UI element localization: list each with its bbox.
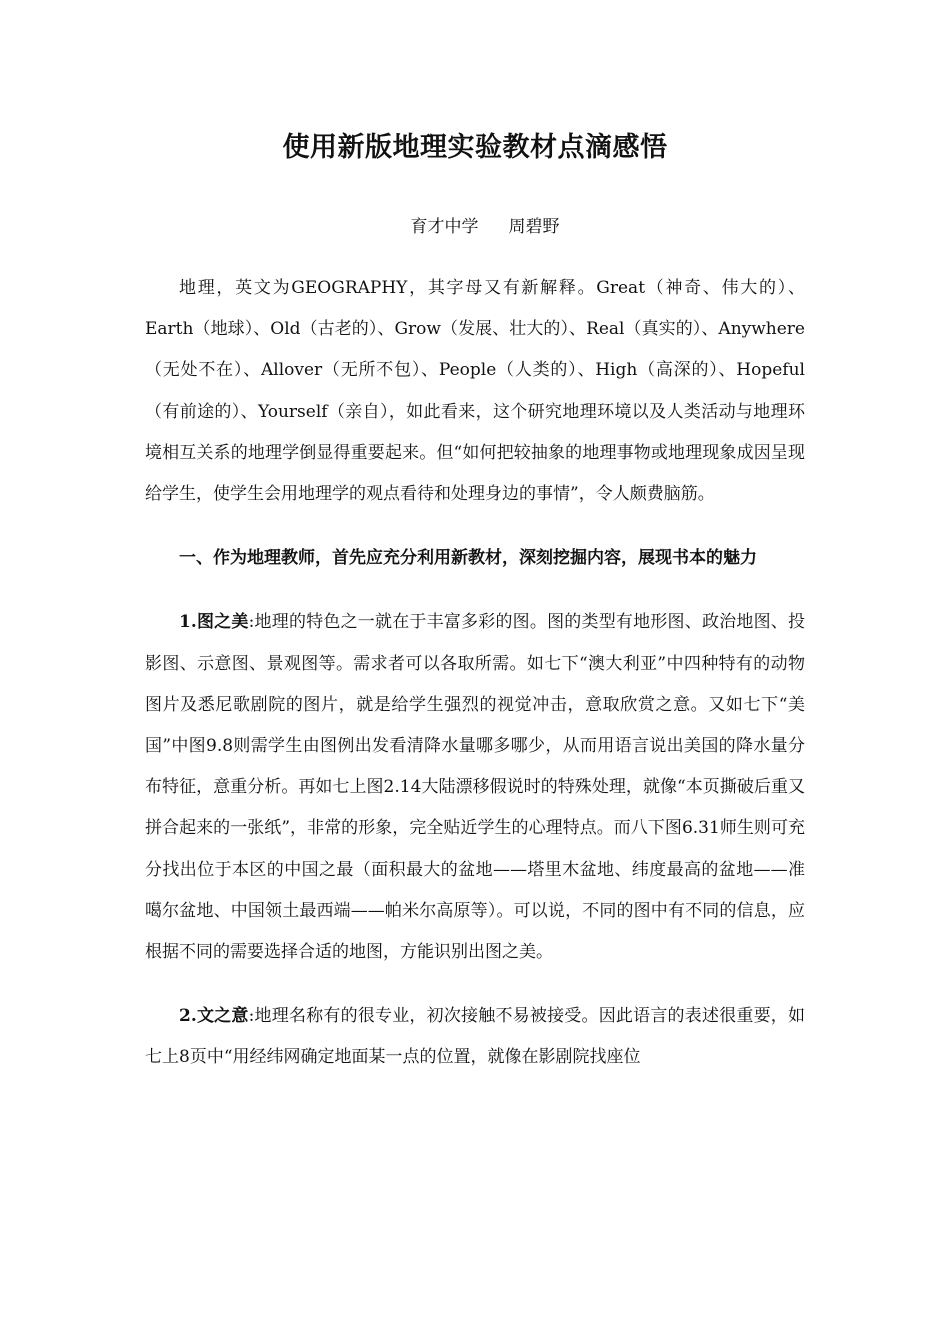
paragraph-text-2: :地理名称有的很专业，初次接触不易被接受。因此语言的表述很重要，如七上8页中“用经纬网确定地面某一点的位置，就像在影剧院找座位 xyxy=(145,1006,806,1068)
byline xyxy=(0,213,950,241)
paragraph-lead-2: 2.文之意 xyxy=(179,1006,249,1027)
school-name: 育才中学 xyxy=(410,217,479,237)
document-title: 使用新版地理实验教材点滴感悟 xyxy=(282,132,668,163)
intro-paragraph: 地理，英文为GEOGRAPHY，其字母又有新解释。Great（神奇、伟大的）、Earth（地球）、Old（古老的）、Grow（发展、壮大的）、Real（真实的）、Anywhere（无处不在）、Allover（无所不包）、People（人类的）、High（高深的）、Hopeful（有前途的）、Yourself（亲自），如此看来，这个研究地理环境以及人类活动与地理环境相互关系的地理学倒显得重要起来。但“如何把较抽象的地理事物或地理现象成因呈现给学生，使学生会用地理学的观点看待和处理身边的事情”，令人颇费脑筋。 xyxy=(145,278,805,505)
paragraph-lead-1: 1.图之美 xyxy=(179,612,249,633)
paragraph-text-meaning xyxy=(145,996,805,1078)
author-name: 周碧野 xyxy=(508,217,560,237)
paragraph-image-beauty xyxy=(145,602,805,973)
paragraph-text-1: :地理的特色之一就在于丰富多彩的图。图的类型有地形图、政治地图、投影图、示意图、景观图等。需求者可以各取所需。如七下“澳大利亚”中四种特有的动物图片及悉尼歌剧院的图片，就是给学生强烈的视觉冲击，意取欣赏之意。又如七下“美国”中图9.8则需学生由图例出发看清降水量哪多哪少，从而用语言说出美国的降水量分布特征，意重分析。再如七上图2.14大陆漂移假说时的特殊处理，就像“本页撕破后重又拼合起来的一张纸”，非常的形象，完全贴近学生的心理特点。而八下图6.31师生则可充分找出位于本区的中国之最（面积最大的盆地——塔里木盆地、纬度最高的盆地——准噶尔盆地、中国领土最西端——帕米尔高原等）。可以说，不同的图中有不同的信息，应根据不同的需要选择合适的地图，方能识别出图之美。 xyxy=(145,612,806,963)
section-heading-1: 一、作为地理教师，首先应充分利用新教材，深刻挖掘内容，展现书本的魅力 xyxy=(179,548,757,569)
document-body xyxy=(145,268,805,1079)
